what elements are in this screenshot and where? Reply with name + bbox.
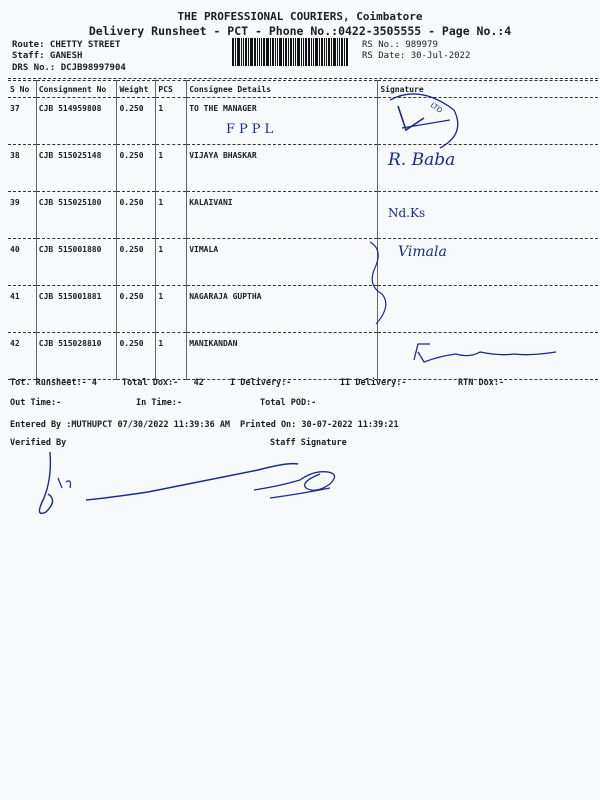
- rtn-dox: RTN Dox:-: [458, 378, 505, 388]
- barcode-bar: [324, 38, 325, 66]
- table-cell-consignee: VIMALA: [187, 239, 378, 286]
- barcode-bar: [305, 38, 307, 66]
- table-cell-consignee: MANIKANDAN: [187, 333, 378, 380]
- signature-row-38: R. Baba: [388, 150, 456, 170]
- printed-on: Printed On: 30-07-2022 11:39:21: [240, 420, 399, 430]
- table-cell-wt: 0.250: [117, 239, 156, 286]
- table-cell-wt: 0.250: [117, 145, 156, 192]
- barcode-bar: [270, 38, 271, 66]
- document-title: [0, 10, 600, 38]
- stamp-text: LTD: [428, 101, 444, 115]
- consignment-table: [8, 80, 598, 380]
- column-header: Consignee Details: [187, 81, 378, 98]
- barcode-bar: [301, 38, 302, 66]
- table-cell-cn: CJB 515001881: [36, 286, 117, 333]
- bracket-scribble: [362, 240, 402, 326]
- barcode-bar: [326, 38, 327, 66]
- table-cell-pcs: 1: [156, 192, 187, 239]
- staff-signature-label: Staff Signature: [270, 438, 347, 448]
- table-cell-sno: 40: [8, 239, 36, 286]
- table-cell-pcs: 1: [156, 145, 187, 192]
- barcode-image: [232, 38, 356, 66]
- barcode-bar: [331, 38, 332, 66]
- barcode-bar: [337, 38, 338, 66]
- barcode-bar: [277, 38, 278, 66]
- staff-signature: [250, 458, 350, 500]
- barcode-bar: [295, 38, 296, 66]
- barcode-bar: [293, 38, 294, 66]
- barcode-bar: [315, 38, 318, 66]
- table-cell-wt: 0.250: [117, 333, 156, 380]
- column-header: S No: [10, 84, 30, 94]
- table-cell-cn: CJB 515028810: [36, 333, 117, 380]
- barcode-bar: [232, 38, 234, 66]
- barcode-bar: [288, 38, 289, 66]
- barcode-bar: [266, 38, 269, 66]
- table-row: [8, 145, 598, 192]
- barcode-bar: [297, 38, 300, 66]
- total-runsheet: Tot. Runsheet:- 4: [10, 378, 97, 388]
- signature-row-39: Nd.Ks: [388, 206, 426, 220]
- barcode-bar: [275, 38, 276, 66]
- verified-by-label: Verified By: [10, 438, 67, 448]
- table-row: [8, 192, 598, 239]
- route-label: Route: CHETTY STREET: [12, 40, 121, 50]
- barcode-bar: [248, 38, 249, 66]
- column-header: Consignment No: [36, 81, 117, 98]
- table-row: [8, 286, 598, 333]
- rs-number: RS No.: 989979: [362, 40, 438, 50]
- signature-cell: [378, 286, 598, 333]
- table-cell-sno: 37: [8, 98, 36, 145]
- table-cell-wt: 0.250: [117, 98, 156, 145]
- table-cell-sno: 38: [8, 145, 36, 192]
- barcode-bar: [344, 38, 345, 66]
- barcode-bar: [250, 38, 253, 66]
- barcode-bar: [283, 38, 284, 66]
- table-cell-consignee: TO THE MANAGER: [187, 98, 378, 145]
- barcode-bar: [279, 38, 282, 66]
- barcode-bar: [290, 38, 292, 66]
- barcode-bar: [261, 38, 262, 66]
- second-delivery: II Delivery:-: [340, 378, 407, 388]
- drs-number: DRS No.: DCJB98997904: [12, 63, 126, 73]
- barcode-bar: [321, 38, 323, 66]
- table-header-row: [8, 81, 598, 98]
- barcode-bar: [339, 38, 340, 66]
- signature-row-42: [410, 338, 560, 368]
- barcode-bar: [303, 38, 304, 66]
- first-delivery: I Delivery:-: [230, 378, 292, 388]
- barcode-bar: [241, 38, 242, 66]
- signature-row-40: Vimala: [398, 244, 447, 260]
- barcode-bar: [272, 38, 274, 66]
- table-cell-wt: 0.250: [117, 192, 156, 239]
- table-row: [8, 98, 598, 145]
- in-time: In Time:-: [136, 398, 183, 408]
- barcode-bar: [319, 38, 320, 66]
- barcode-bar: [235, 38, 236, 66]
- total-dox: Total Dox:- 42: [122, 378, 204, 388]
- barcode-bar: [285, 38, 287, 66]
- barcode-bar: [243, 38, 244, 66]
- table-cell-consignee: VIJAYA BHASKAR: [187, 145, 378, 192]
- barcode-bar: [328, 38, 330, 66]
- company-name: THE PROFESSIONAL COURIERS, Coimbatore: [177, 10, 423, 23]
- staff-label: Staff: GANESH: [12, 51, 83, 61]
- table-cell-pcs: 1: [156, 286, 187, 333]
- table-cell-consignee: KALAIVANI: [187, 192, 378, 239]
- table-cell-sno: 42: [8, 333, 36, 380]
- barcode-bar: [333, 38, 336, 66]
- barcode-bar: [308, 38, 310, 66]
- rs-date: RS Date: 30-Jul-2022: [362, 51, 471, 61]
- table-cell-pcs: 1: [156, 239, 187, 286]
- column-header: Weight: [117, 81, 156, 98]
- table-cell-pcs: 1: [156, 333, 187, 380]
- column-header: PCS: [156, 81, 187, 98]
- out-time: Out Time:-: [10, 398, 62, 408]
- barcode-bar: [341, 38, 343, 66]
- barcode-bar: [259, 38, 260, 66]
- barcode-bar: [254, 38, 256, 66]
- entered-by: Entered By :MUTHUPCT 07/30/2022 11:39:36 AM: [10, 420, 231, 430]
- table-cell-sno: 41: [8, 286, 36, 333]
- handwritten-note: FPPL: [226, 122, 278, 137]
- table-cell-sno: 39: [8, 192, 36, 239]
- column-header: Signature: [378, 81, 598, 98]
- table-cell-cn: CJB 515001880: [36, 239, 117, 286]
- barcode-bar: [245, 38, 247, 66]
- barcode-bar: [346, 38, 348, 66]
- barcode-bar: [257, 38, 258, 66]
- company-stamp: [380, 90, 464, 150]
- barcode-bar: [313, 38, 314, 66]
- table-cell-consignee: NAGARAJA GUPTHA: [187, 286, 378, 333]
- table-cell-pcs: 1: [156, 98, 187, 145]
- header-divider: [8, 78, 598, 79]
- table-cell-cn: CJB 514959808: [36, 98, 117, 145]
- table-cell-wt: 0.250: [117, 286, 156, 333]
- barcode-bar: [311, 38, 312, 66]
- table-cell-cn: CJB 515025180: [36, 192, 117, 239]
- runsheet-subtitle: Delivery Runsheet - PCT - Phone No.:0422-3505555 - Page No.:4: [88, 24, 512, 38]
- barcode-bar: [237, 38, 240, 66]
- table-row: [8, 239, 598, 286]
- total-pod: Total POD:-: [260, 398, 317, 408]
- table-cell-cn: CJB 515025148: [36, 145, 117, 192]
- barcode-bar: [263, 38, 265, 66]
